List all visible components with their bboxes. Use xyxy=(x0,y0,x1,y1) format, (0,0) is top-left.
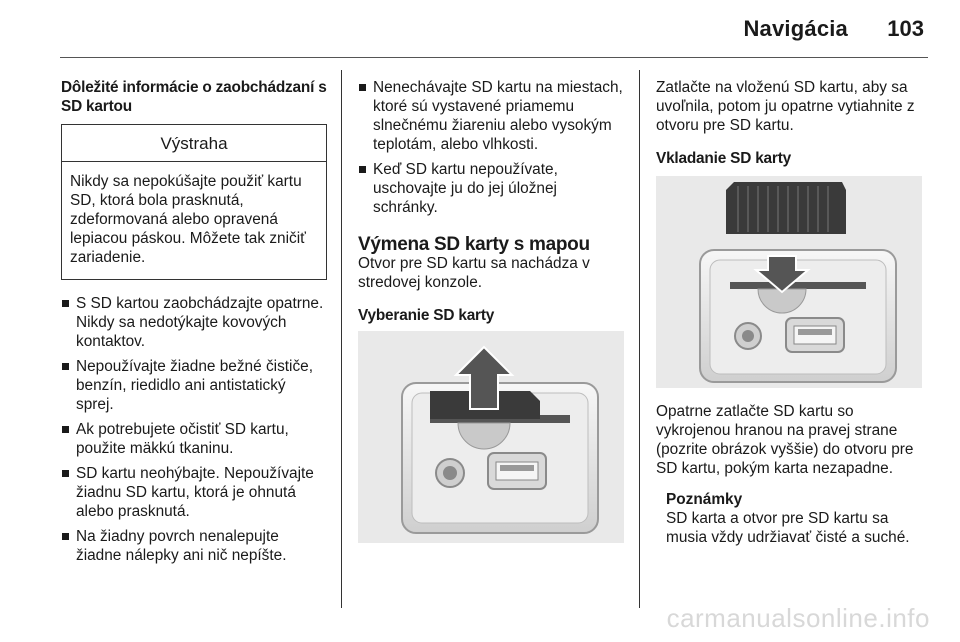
list-item: Ak potrebujete očistiť SD kartu, použite mäkkú tkaninu. xyxy=(61,420,327,458)
page-number: 103 xyxy=(887,16,924,41)
page-title: Navigácia xyxy=(743,16,848,41)
list-item: Na žiadny povrch nenalepujte žiadne nálepky ani nič nepíšte. xyxy=(61,527,327,565)
column-2 xyxy=(358,78,624,543)
column-3 xyxy=(656,78,926,547)
section-heading: Výmena SD karty s mapou xyxy=(358,234,590,255)
list-item: Keď SD kartu nepoužívate, uschovajte ju do jej úložnej schránky. xyxy=(358,160,624,217)
sd-handling-subhead: Dôležité informácie o zaobchádzaní s SD kartou xyxy=(61,79,327,115)
section-text: Otvor pre SD kartu sa nachádza v stredovej konzole. xyxy=(358,255,590,291)
watermark: carmanualsonline.info xyxy=(666,603,930,633)
list-item: Nenechávajte SD kartu na miestach, ktoré sú vystavené priamemu slnečnému žiareniu alebo vysokým teplotám, alebo vlhkosti. xyxy=(358,78,624,154)
release-text: Zatlačte na vloženú SD kartu, aby sa uvoľnila, potom ju opatrne vytiahnite z otvoru pre SD kartu. xyxy=(656,79,915,134)
header-divider xyxy=(60,57,928,58)
sd-removal-illustration xyxy=(358,331,624,543)
warning-box xyxy=(61,124,327,280)
note-title: Poznámky xyxy=(666,491,743,508)
removal-subhead: Vyberanie SD karty xyxy=(358,307,495,324)
list-item: S SD kartou zaobchádzajte opatrne. Nikdy sa nedotýkajte kovových kontaktov. xyxy=(61,294,327,351)
column-divider-right xyxy=(639,70,640,608)
insertion-text: Opatrne zatlačte SD kartu so vykrojenou hranou na pravej strane (pozrite obrázok vyššie) do otvoru pre SD kartu, pokým karta nezapadne. xyxy=(656,403,914,477)
sd-insertion-illustration xyxy=(656,176,922,388)
storage-bullet-list xyxy=(358,78,624,217)
handling-bullet-list xyxy=(61,294,327,565)
list-item: Nepoužívajte žiadne bežné čističe, benzín, riedidlo ani antistatický sprej. xyxy=(61,357,327,414)
column-divider-left xyxy=(341,70,342,608)
note-block xyxy=(656,490,926,547)
warning-text: Nikdy sa nepokúšajte použiť kartu SD, ktorá bola prasknutá, zdeformovaná alebo opravená lepiacou páskou. Môžete tak zničiť zariadenie. xyxy=(70,173,306,266)
column-1 xyxy=(61,78,327,571)
note-text: SD karta a otvor pre SD kartu sa musia vždy udržiavať čisté a suché. xyxy=(666,510,910,546)
warning-title: Výstraha xyxy=(62,125,326,162)
insertion-subhead: Vkladanie SD karty xyxy=(656,150,791,167)
list-item: SD kartu neohýbajte. Nepoužívajte žiadnu SD kartu, ktorá je ohnutá alebo prasknutá. xyxy=(61,464,327,521)
